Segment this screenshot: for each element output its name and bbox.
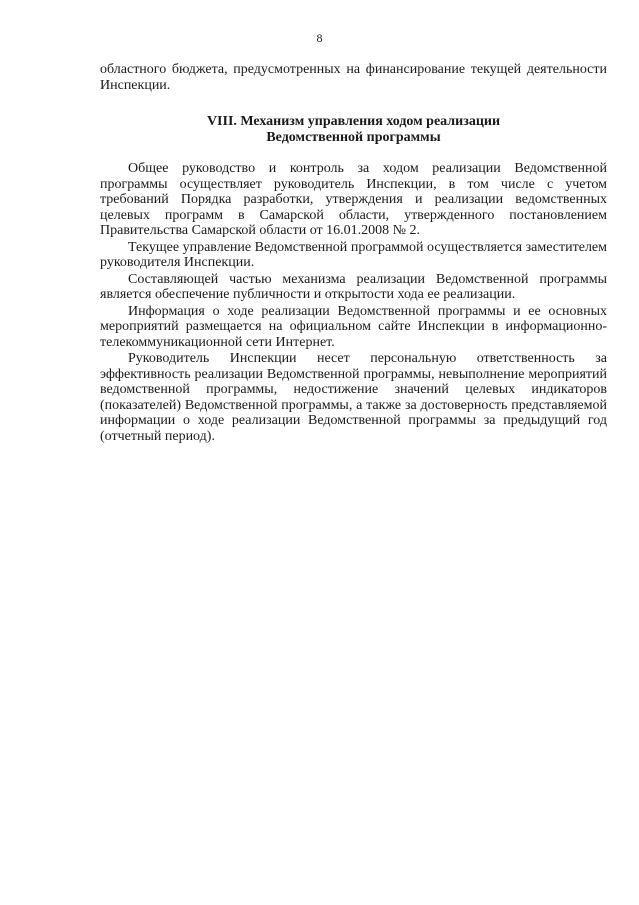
section-heading	[100, 114, 607, 145]
paragraph-current-management: Текущее управление Ведомственной программой осуществляется заместителем руководителя Инспекции.	[100, 239, 607, 270]
paragraph-general-management: Общее руководство и контроль за ходом реализации Ведомственной программы осуществляет руководитель Инспекции, в том числе с учетом требований Порядка разработки, утверждения и реализации ведомственных целевых программ в Самарской области, утвержденного постановлением Правительства Самарской области от 16.01.2008 № 2.	[100, 161, 607, 238]
paragraph-responsibility: Руководитель Инспекции несет персональную ответственность за эффективность реализации Ведомственной программы, невыполнение мероприятий ведомственной программы, недостижение значений целевых индикаторов (показателей) Ведомственной программы, а также за достоверность представляемой информации о ходе реализации Ведомственной программы за предыдущий год (отчетный период).	[100, 351, 607, 444]
section-body	[100, 161, 607, 444]
section-heading-line-2: Ведомственной программы	[266, 129, 441, 145]
paragraph-publicity: Составляющей частью механизма реализации Ведомственной программы является обеспечение публичности и открытости хода ее реализации.	[100, 271, 607, 302]
page-number: 8	[316, 31, 323, 45]
intro-paragraph: областного бюджета, предусмотренных на финансирование текущей деятельности Инспекции.	[100, 62, 607, 93]
section-heading-line-1: VIII. Механизм управления ходом реализации	[206, 114, 501, 129]
paragraph-information-publication: Информация о ходе реализации Ведомственной программы и ее основных мероприятий размещается на официальном сайте Инспекции в информационно-телекоммуникационной сети Интернет.	[100, 303, 607, 350]
